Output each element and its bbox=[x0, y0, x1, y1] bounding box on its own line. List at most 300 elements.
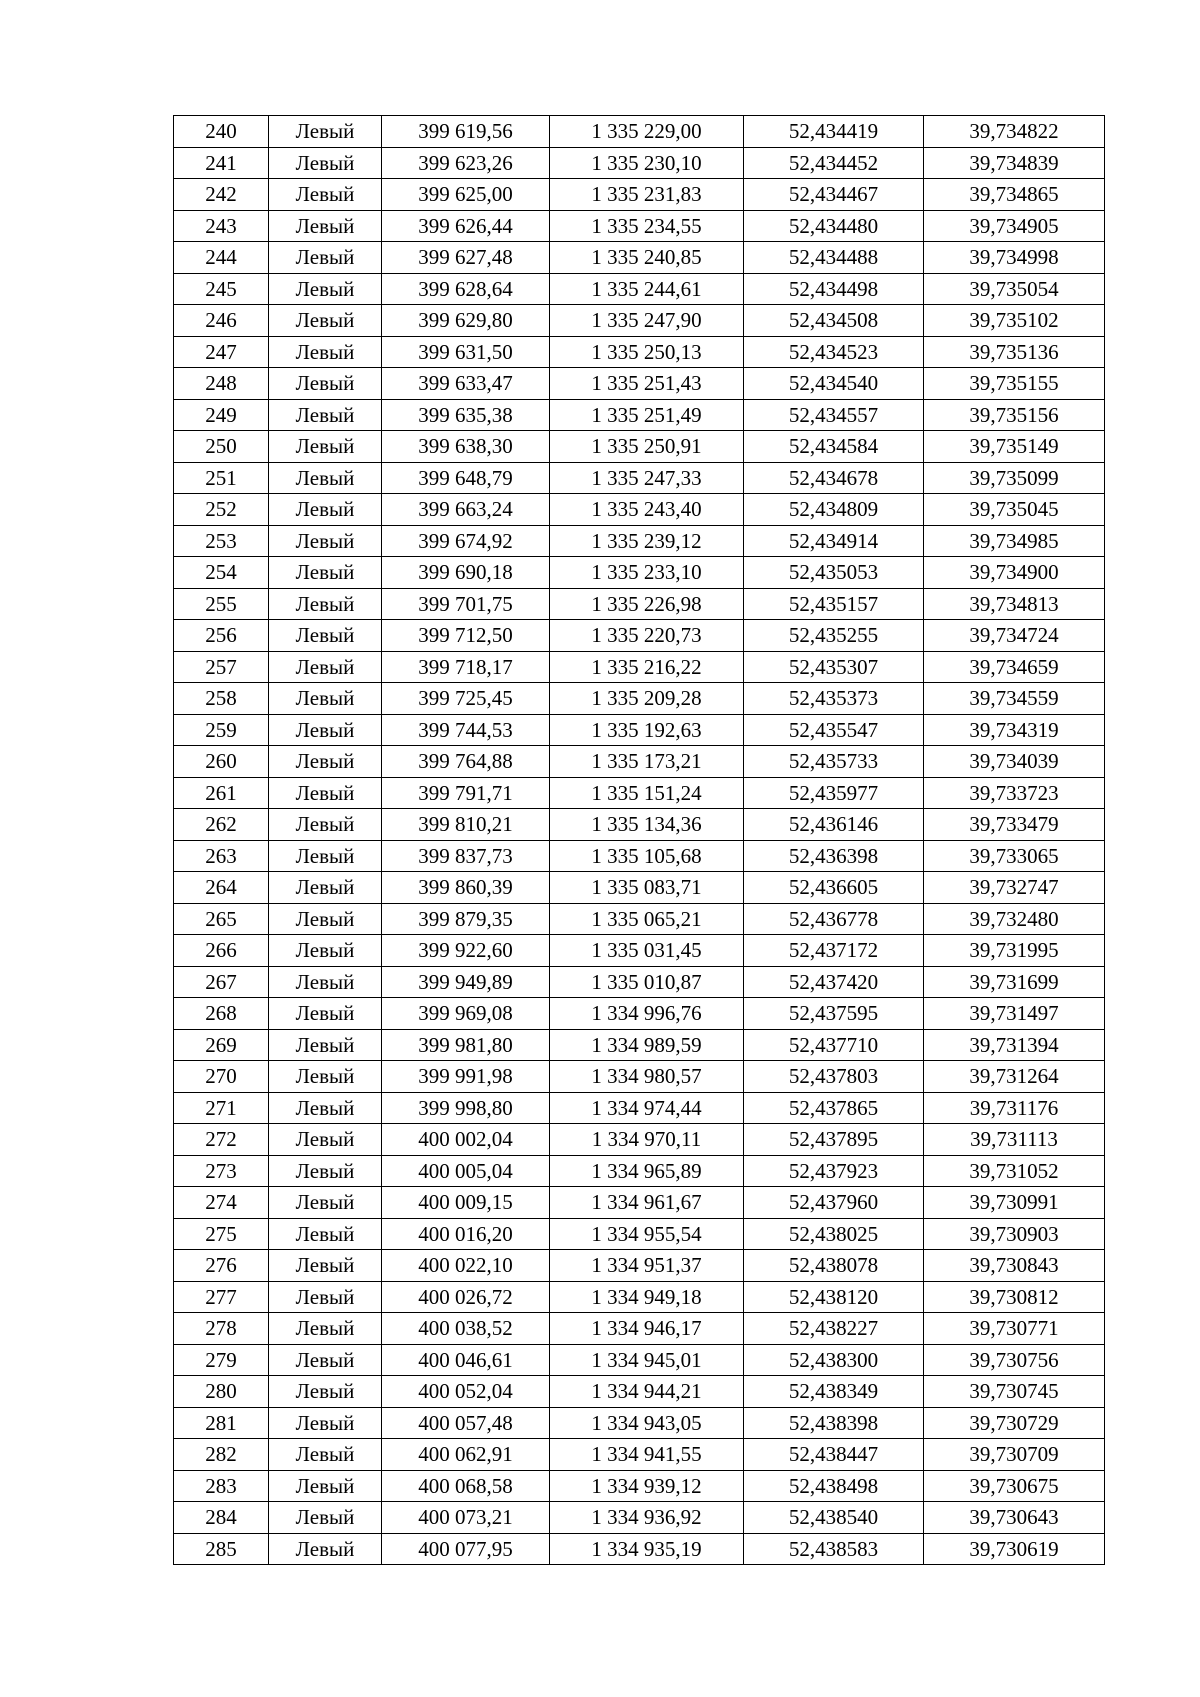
longitude-cell: 39,734559 bbox=[924, 683, 1105, 715]
longitude-cell: 39,731497 bbox=[924, 998, 1105, 1030]
side-cell: Левый bbox=[269, 273, 382, 305]
side-cell: Левый bbox=[269, 242, 382, 274]
latitude-cell: 52,438078 bbox=[744, 1250, 924, 1282]
x-coordinate-cell: 400 057,48 bbox=[382, 1407, 550, 1439]
table-row bbox=[174, 903, 1105, 935]
side-cell: Левый bbox=[269, 777, 382, 809]
x-coordinate-cell: 399 744,53 bbox=[382, 714, 550, 746]
latitude-cell: 52,438120 bbox=[744, 1281, 924, 1313]
latitude-cell: 52,434523 bbox=[744, 336, 924, 368]
latitude-cell: 52,437710 bbox=[744, 1029, 924, 1061]
x-coordinate-cell: 399 626,44 bbox=[382, 210, 550, 242]
x-coordinate-cell: 399 810,21 bbox=[382, 809, 550, 841]
x-coordinate-cell: 399 949,89 bbox=[382, 966, 550, 998]
side-cell: Левый bbox=[269, 525, 382, 557]
longitude-cell: 39,735102 bbox=[924, 305, 1105, 337]
longitude-cell: 39,733479 bbox=[924, 809, 1105, 841]
latitude-cell: 52,435053 bbox=[744, 557, 924, 589]
point-number-cell: 282 bbox=[174, 1439, 269, 1471]
point-number-cell: 254 bbox=[174, 557, 269, 589]
latitude-cell: 52,436146 bbox=[744, 809, 924, 841]
side-cell: Левый bbox=[269, 494, 382, 526]
latitude-cell: 52,438498 bbox=[744, 1470, 924, 1502]
latitude-cell: 52,434488 bbox=[744, 242, 924, 274]
side-cell: Левый bbox=[269, 683, 382, 715]
table-row bbox=[174, 714, 1105, 746]
y-coordinate-cell: 1 335 226,98 bbox=[550, 588, 744, 620]
table-row bbox=[174, 966, 1105, 998]
x-coordinate-cell: 399 860,39 bbox=[382, 872, 550, 904]
x-coordinate-cell: 400 038,52 bbox=[382, 1313, 550, 1345]
side-cell: Левый bbox=[269, 1155, 382, 1187]
side-cell: Левый bbox=[269, 651, 382, 683]
y-coordinate-cell: 1 335 250,13 bbox=[550, 336, 744, 368]
point-number-cell: 275 bbox=[174, 1218, 269, 1250]
y-coordinate-cell: 1 334 965,89 bbox=[550, 1155, 744, 1187]
point-number-cell: 279 bbox=[174, 1344, 269, 1376]
point-number-cell: 280 bbox=[174, 1376, 269, 1408]
table-row bbox=[174, 1187, 1105, 1219]
latitude-cell: 52,436605 bbox=[744, 872, 924, 904]
longitude-cell: 39,730843 bbox=[924, 1250, 1105, 1282]
longitude-cell: 39,733065 bbox=[924, 840, 1105, 872]
x-coordinate-cell: 399 633,47 bbox=[382, 368, 550, 400]
point-number-cell: 267 bbox=[174, 966, 269, 998]
side-cell: Левый bbox=[269, 872, 382, 904]
x-coordinate-cell: 400 016,20 bbox=[382, 1218, 550, 1250]
side-cell: Левый bbox=[269, 431, 382, 463]
longitude-cell: 39,731995 bbox=[924, 935, 1105, 967]
side-cell: Левый bbox=[269, 147, 382, 179]
table-row bbox=[174, 620, 1105, 652]
y-coordinate-cell: 1 335 105,68 bbox=[550, 840, 744, 872]
y-coordinate-cell: 1 334 951,37 bbox=[550, 1250, 744, 1282]
latitude-cell: 52,434508 bbox=[744, 305, 924, 337]
point-number-cell: 259 bbox=[174, 714, 269, 746]
point-number-cell: 241 bbox=[174, 147, 269, 179]
side-cell: Левый bbox=[269, 336, 382, 368]
table-row bbox=[174, 305, 1105, 337]
side-cell: Левый bbox=[269, 1029, 382, 1061]
point-number-cell: 278 bbox=[174, 1313, 269, 1345]
latitude-cell: 52,435373 bbox=[744, 683, 924, 715]
point-number-cell: 252 bbox=[174, 494, 269, 526]
longitude-cell: 39,734724 bbox=[924, 620, 1105, 652]
y-coordinate-cell: 1 335 173,21 bbox=[550, 746, 744, 778]
longitude-cell: 39,731394 bbox=[924, 1029, 1105, 1061]
latitude-cell: 52,434678 bbox=[744, 462, 924, 494]
y-coordinate-cell: 1 335 010,87 bbox=[550, 966, 744, 998]
x-coordinate-cell: 399 879,35 bbox=[382, 903, 550, 935]
table-row bbox=[174, 651, 1105, 683]
x-coordinate-cell: 399 712,50 bbox=[382, 620, 550, 652]
longitude-cell: 39,731176 bbox=[924, 1092, 1105, 1124]
table-row bbox=[174, 242, 1105, 274]
point-number-cell: 284 bbox=[174, 1502, 269, 1534]
longitude-cell: 39,735155 bbox=[924, 368, 1105, 400]
point-number-cell: 245 bbox=[174, 273, 269, 305]
point-number-cell: 243 bbox=[174, 210, 269, 242]
point-number-cell: 260 bbox=[174, 746, 269, 778]
table-row bbox=[174, 1092, 1105, 1124]
coordinates-table-body bbox=[174, 116, 1105, 1565]
y-coordinate-cell: 1 335 083,71 bbox=[550, 872, 744, 904]
table-row bbox=[174, 1344, 1105, 1376]
y-coordinate-cell: 1 335 151,24 bbox=[550, 777, 744, 809]
latitude-cell: 52,438300 bbox=[744, 1344, 924, 1376]
point-number-cell: 248 bbox=[174, 368, 269, 400]
point-number-cell: 246 bbox=[174, 305, 269, 337]
x-coordinate-cell: 400 077,95 bbox=[382, 1533, 550, 1565]
latitude-cell: 52,435977 bbox=[744, 777, 924, 809]
side-cell: Левый bbox=[269, 1533, 382, 1565]
y-coordinate-cell: 1 335 229,00 bbox=[550, 116, 744, 148]
longitude-cell: 39,735136 bbox=[924, 336, 1105, 368]
longitude-cell: 39,734865 bbox=[924, 179, 1105, 211]
latitude-cell: 52,437895 bbox=[744, 1124, 924, 1156]
point-number-cell: 250 bbox=[174, 431, 269, 463]
table-row bbox=[174, 809, 1105, 841]
point-number-cell: 276 bbox=[174, 1250, 269, 1282]
x-coordinate-cell: 400 062,91 bbox=[382, 1439, 550, 1471]
longitude-cell: 39,734985 bbox=[924, 525, 1105, 557]
latitude-cell: 52,437923 bbox=[744, 1155, 924, 1187]
table-row bbox=[174, 1250, 1105, 1282]
side-cell: Левый bbox=[269, 714, 382, 746]
y-coordinate-cell: 1 334 935,19 bbox=[550, 1533, 744, 1565]
y-coordinate-cell: 1 335 192,63 bbox=[550, 714, 744, 746]
latitude-cell: 52,438540 bbox=[744, 1502, 924, 1534]
y-coordinate-cell: 1 334 936,92 bbox=[550, 1502, 744, 1534]
longitude-cell: 39,735099 bbox=[924, 462, 1105, 494]
point-number-cell: 256 bbox=[174, 620, 269, 652]
side-cell: Левый bbox=[269, 116, 382, 148]
y-coordinate-cell: 1 334 974,44 bbox=[550, 1092, 744, 1124]
y-coordinate-cell: 1 335 247,90 bbox=[550, 305, 744, 337]
point-number-cell: 247 bbox=[174, 336, 269, 368]
latitude-cell: 52,435733 bbox=[744, 746, 924, 778]
point-number-cell: 251 bbox=[174, 462, 269, 494]
x-coordinate-cell: 399 631,50 bbox=[382, 336, 550, 368]
longitude-cell: 39,733723 bbox=[924, 777, 1105, 809]
table-row bbox=[174, 998, 1105, 1030]
latitude-cell: 52,436778 bbox=[744, 903, 924, 935]
y-coordinate-cell: 1 335 220,73 bbox=[550, 620, 744, 652]
longitude-cell: 39,735149 bbox=[924, 431, 1105, 463]
x-coordinate-cell: 400 026,72 bbox=[382, 1281, 550, 1313]
side-cell: Левый bbox=[269, 1124, 382, 1156]
table-row bbox=[174, 273, 1105, 305]
x-coordinate-cell: 399 663,24 bbox=[382, 494, 550, 526]
point-number-cell: 262 bbox=[174, 809, 269, 841]
table-row bbox=[174, 210, 1105, 242]
point-number-cell: 270 bbox=[174, 1061, 269, 1093]
coordinates-table bbox=[173, 115, 1105, 1565]
table-row bbox=[174, 431, 1105, 463]
x-coordinate-cell: 399 638,30 bbox=[382, 431, 550, 463]
side-cell: Левый bbox=[269, 1313, 382, 1345]
table-row bbox=[174, 1376, 1105, 1408]
x-coordinate-cell: 399 991,98 bbox=[382, 1061, 550, 1093]
side-cell: Левый bbox=[269, 935, 382, 967]
x-coordinate-cell: 399 623,26 bbox=[382, 147, 550, 179]
latitude-cell: 52,434540 bbox=[744, 368, 924, 400]
side-cell: Левый bbox=[269, 399, 382, 431]
point-number-cell: 269 bbox=[174, 1029, 269, 1061]
longitude-cell: 39,731264 bbox=[924, 1061, 1105, 1093]
side-cell: Левый bbox=[269, 1502, 382, 1534]
longitude-cell: 39,734659 bbox=[924, 651, 1105, 683]
longitude-cell: 39,731113 bbox=[924, 1124, 1105, 1156]
table-row bbox=[174, 683, 1105, 715]
y-coordinate-cell: 1 334 944,21 bbox=[550, 1376, 744, 1408]
x-coordinate-cell: 400 068,58 bbox=[382, 1470, 550, 1502]
x-coordinate-cell: 399 764,88 bbox=[382, 746, 550, 778]
latitude-cell: 52,437960 bbox=[744, 1187, 924, 1219]
latitude-cell: 52,434584 bbox=[744, 431, 924, 463]
longitude-cell: 39,734900 bbox=[924, 557, 1105, 589]
y-coordinate-cell: 1 334 939,12 bbox=[550, 1470, 744, 1502]
longitude-cell: 39,730619 bbox=[924, 1533, 1105, 1565]
y-coordinate-cell: 1 334 945,01 bbox=[550, 1344, 744, 1376]
table-row bbox=[174, 1124, 1105, 1156]
y-coordinate-cell: 1 335 231,83 bbox=[550, 179, 744, 211]
x-coordinate-cell: 399 619,56 bbox=[382, 116, 550, 148]
point-number-cell: 253 bbox=[174, 525, 269, 557]
table-row bbox=[174, 1439, 1105, 1471]
x-coordinate-cell: 400 052,04 bbox=[382, 1376, 550, 1408]
table-row bbox=[174, 935, 1105, 967]
x-coordinate-cell: 399 627,48 bbox=[382, 242, 550, 274]
table-row bbox=[174, 368, 1105, 400]
table-row bbox=[174, 557, 1105, 589]
side-cell: Левый bbox=[269, 1250, 382, 1282]
point-number-cell: 264 bbox=[174, 872, 269, 904]
x-coordinate-cell: 399 701,75 bbox=[382, 588, 550, 620]
point-number-cell: 273 bbox=[174, 1155, 269, 1187]
x-coordinate-cell: 399 648,79 bbox=[382, 462, 550, 494]
y-coordinate-cell: 1 335 239,12 bbox=[550, 525, 744, 557]
point-number-cell: 274 bbox=[174, 1187, 269, 1219]
latitude-cell: 52,438447 bbox=[744, 1439, 924, 1471]
longitude-cell: 39,730729 bbox=[924, 1407, 1105, 1439]
longitude-cell: 39,731052 bbox=[924, 1155, 1105, 1187]
table-row bbox=[174, 1533, 1105, 1565]
longitude-cell: 39,732480 bbox=[924, 903, 1105, 935]
longitude-cell: 39,735156 bbox=[924, 399, 1105, 431]
latitude-cell: 52,434914 bbox=[744, 525, 924, 557]
y-coordinate-cell: 1 335 247,33 bbox=[550, 462, 744, 494]
x-coordinate-cell: 399 969,08 bbox=[382, 998, 550, 1030]
y-coordinate-cell: 1 335 251,43 bbox=[550, 368, 744, 400]
latitude-cell: 52,438227 bbox=[744, 1313, 924, 1345]
latitude-cell: 52,438398 bbox=[744, 1407, 924, 1439]
side-cell: Левый bbox=[269, 588, 382, 620]
latitude-cell: 52,438583 bbox=[744, 1533, 924, 1565]
longitude-cell: 39,730675 bbox=[924, 1470, 1105, 1502]
latitude-cell: 52,437420 bbox=[744, 966, 924, 998]
table-row bbox=[174, 1407, 1105, 1439]
point-number-cell: 281 bbox=[174, 1407, 269, 1439]
table-row bbox=[174, 746, 1105, 778]
table-row bbox=[174, 116, 1105, 148]
point-number-cell: 261 bbox=[174, 777, 269, 809]
latitude-cell: 52,435307 bbox=[744, 651, 924, 683]
longitude-cell: 39,735045 bbox=[924, 494, 1105, 526]
latitude-cell: 52,437803 bbox=[744, 1061, 924, 1093]
x-coordinate-cell: 399 718,17 bbox=[382, 651, 550, 683]
side-cell: Левый bbox=[269, 809, 382, 841]
longitude-cell: 39,730991 bbox=[924, 1187, 1105, 1219]
table-row bbox=[174, 462, 1105, 494]
latitude-cell: 52,437172 bbox=[744, 935, 924, 967]
longitude-cell: 39,730771 bbox=[924, 1313, 1105, 1345]
x-coordinate-cell: 399 922,60 bbox=[382, 935, 550, 967]
table-row bbox=[174, 1281, 1105, 1313]
y-coordinate-cell: 1 334 955,54 bbox=[550, 1218, 744, 1250]
table-row bbox=[174, 494, 1105, 526]
longitude-cell: 39,734998 bbox=[924, 242, 1105, 274]
y-coordinate-cell: 1 334 989,59 bbox=[550, 1029, 744, 1061]
y-coordinate-cell: 1 335 243,40 bbox=[550, 494, 744, 526]
y-coordinate-cell: 1 335 244,61 bbox=[550, 273, 744, 305]
side-cell: Левый bbox=[269, 903, 382, 935]
point-number-cell: 240 bbox=[174, 116, 269, 148]
y-coordinate-cell: 1 335 233,10 bbox=[550, 557, 744, 589]
side-cell: Левый bbox=[269, 1187, 382, 1219]
point-number-cell: 271 bbox=[174, 1092, 269, 1124]
x-coordinate-cell: 399 998,80 bbox=[382, 1092, 550, 1124]
latitude-cell: 52,435255 bbox=[744, 620, 924, 652]
latitude-cell: 52,434809 bbox=[744, 494, 924, 526]
side-cell: Левый bbox=[269, 557, 382, 589]
y-coordinate-cell: 1 335 216,22 bbox=[550, 651, 744, 683]
longitude-cell: 39,731699 bbox=[924, 966, 1105, 998]
side-cell: Левый bbox=[269, 1344, 382, 1376]
side-cell: Левый bbox=[269, 1281, 382, 1313]
y-coordinate-cell: 1 334 949,18 bbox=[550, 1281, 744, 1313]
latitude-cell: 52,435547 bbox=[744, 714, 924, 746]
x-coordinate-cell: 399 725,45 bbox=[382, 683, 550, 715]
point-number-cell: 242 bbox=[174, 179, 269, 211]
longitude-cell: 39,732747 bbox=[924, 872, 1105, 904]
point-number-cell: 249 bbox=[174, 399, 269, 431]
x-coordinate-cell: 399 981,80 bbox=[382, 1029, 550, 1061]
latitude-cell: 52,438025 bbox=[744, 1218, 924, 1250]
side-cell: Левый bbox=[269, 1061, 382, 1093]
side-cell: Левый bbox=[269, 1439, 382, 1471]
side-cell: Левый bbox=[269, 746, 382, 778]
side-cell: Левый bbox=[269, 179, 382, 211]
table-row bbox=[174, 840, 1105, 872]
longitude-cell: 39,730643 bbox=[924, 1502, 1105, 1534]
table-row bbox=[174, 1470, 1105, 1502]
side-cell: Левый bbox=[269, 1376, 382, 1408]
point-number-cell: 265 bbox=[174, 903, 269, 935]
y-coordinate-cell: 1 335 031,45 bbox=[550, 935, 744, 967]
x-coordinate-cell: 399 837,73 bbox=[382, 840, 550, 872]
table-row bbox=[174, 1502, 1105, 1534]
y-coordinate-cell: 1 335 240,85 bbox=[550, 242, 744, 274]
x-coordinate-cell: 399 628,64 bbox=[382, 273, 550, 305]
longitude-cell: 39,730756 bbox=[924, 1344, 1105, 1376]
side-cell: Левый bbox=[269, 1407, 382, 1439]
y-coordinate-cell: 1 334 941,55 bbox=[550, 1439, 744, 1471]
table-row bbox=[174, 588, 1105, 620]
table-row bbox=[174, 1061, 1105, 1093]
y-coordinate-cell: 1 334 970,11 bbox=[550, 1124, 744, 1156]
table-row bbox=[174, 777, 1105, 809]
x-coordinate-cell: 400 005,04 bbox=[382, 1155, 550, 1187]
side-cell: Левый bbox=[269, 840, 382, 872]
x-coordinate-cell: 399 629,80 bbox=[382, 305, 550, 337]
table-row bbox=[174, 1029, 1105, 1061]
x-coordinate-cell: 399 625,00 bbox=[382, 179, 550, 211]
point-number-cell: 263 bbox=[174, 840, 269, 872]
longitude-cell: 39,734839 bbox=[924, 147, 1105, 179]
latitude-cell: 52,434557 bbox=[744, 399, 924, 431]
y-coordinate-cell: 1 335 234,55 bbox=[550, 210, 744, 242]
table-row bbox=[174, 399, 1105, 431]
point-number-cell: 285 bbox=[174, 1533, 269, 1565]
y-coordinate-cell: 1 335 134,36 bbox=[550, 809, 744, 841]
point-number-cell: 277 bbox=[174, 1281, 269, 1313]
longitude-cell: 39,734813 bbox=[924, 588, 1105, 620]
longitude-cell: 39,734905 bbox=[924, 210, 1105, 242]
x-coordinate-cell: 400 073,21 bbox=[382, 1502, 550, 1534]
y-coordinate-cell: 1 334 961,67 bbox=[550, 1187, 744, 1219]
x-coordinate-cell: 399 690,18 bbox=[382, 557, 550, 589]
side-cell: Левый bbox=[269, 210, 382, 242]
longitude-cell: 39,734822 bbox=[924, 116, 1105, 148]
point-number-cell: 244 bbox=[174, 242, 269, 274]
latitude-cell: 52,434467 bbox=[744, 179, 924, 211]
x-coordinate-cell: 400 046,61 bbox=[382, 1344, 550, 1376]
side-cell: Левый bbox=[269, 1092, 382, 1124]
table-row bbox=[174, 1218, 1105, 1250]
latitude-cell: 52,436398 bbox=[744, 840, 924, 872]
longitude-cell: 39,730709 bbox=[924, 1439, 1105, 1471]
latitude-cell: 52,435157 bbox=[744, 588, 924, 620]
latitude-cell: 52,437865 bbox=[744, 1092, 924, 1124]
y-coordinate-cell: 1 334 946,17 bbox=[550, 1313, 744, 1345]
longitude-cell: 39,730745 bbox=[924, 1376, 1105, 1408]
side-cell: Левый bbox=[269, 368, 382, 400]
point-number-cell: 255 bbox=[174, 588, 269, 620]
latitude-cell: 52,437595 bbox=[744, 998, 924, 1030]
latitude-cell: 52,434480 bbox=[744, 210, 924, 242]
y-coordinate-cell: 1 335 230,10 bbox=[550, 147, 744, 179]
side-cell: Левый bbox=[269, 1218, 382, 1250]
y-coordinate-cell: 1 335 251,49 bbox=[550, 399, 744, 431]
x-coordinate-cell: 400 022,10 bbox=[382, 1250, 550, 1282]
side-cell: Левый bbox=[269, 305, 382, 337]
longitude-cell: 39,734039 bbox=[924, 746, 1105, 778]
point-number-cell: 283 bbox=[174, 1470, 269, 1502]
table-row bbox=[174, 1155, 1105, 1187]
latitude-cell: 52,434498 bbox=[744, 273, 924, 305]
x-coordinate-cell: 399 674,92 bbox=[382, 525, 550, 557]
table-row bbox=[174, 336, 1105, 368]
latitude-cell: 52,434452 bbox=[744, 147, 924, 179]
longitude-cell: 39,730812 bbox=[924, 1281, 1105, 1313]
point-number-cell: 257 bbox=[174, 651, 269, 683]
latitude-cell: 52,434419 bbox=[744, 116, 924, 148]
table-row bbox=[174, 147, 1105, 179]
side-cell: Левый bbox=[269, 620, 382, 652]
table-row bbox=[174, 179, 1105, 211]
x-coordinate-cell: 400 002,04 bbox=[382, 1124, 550, 1156]
